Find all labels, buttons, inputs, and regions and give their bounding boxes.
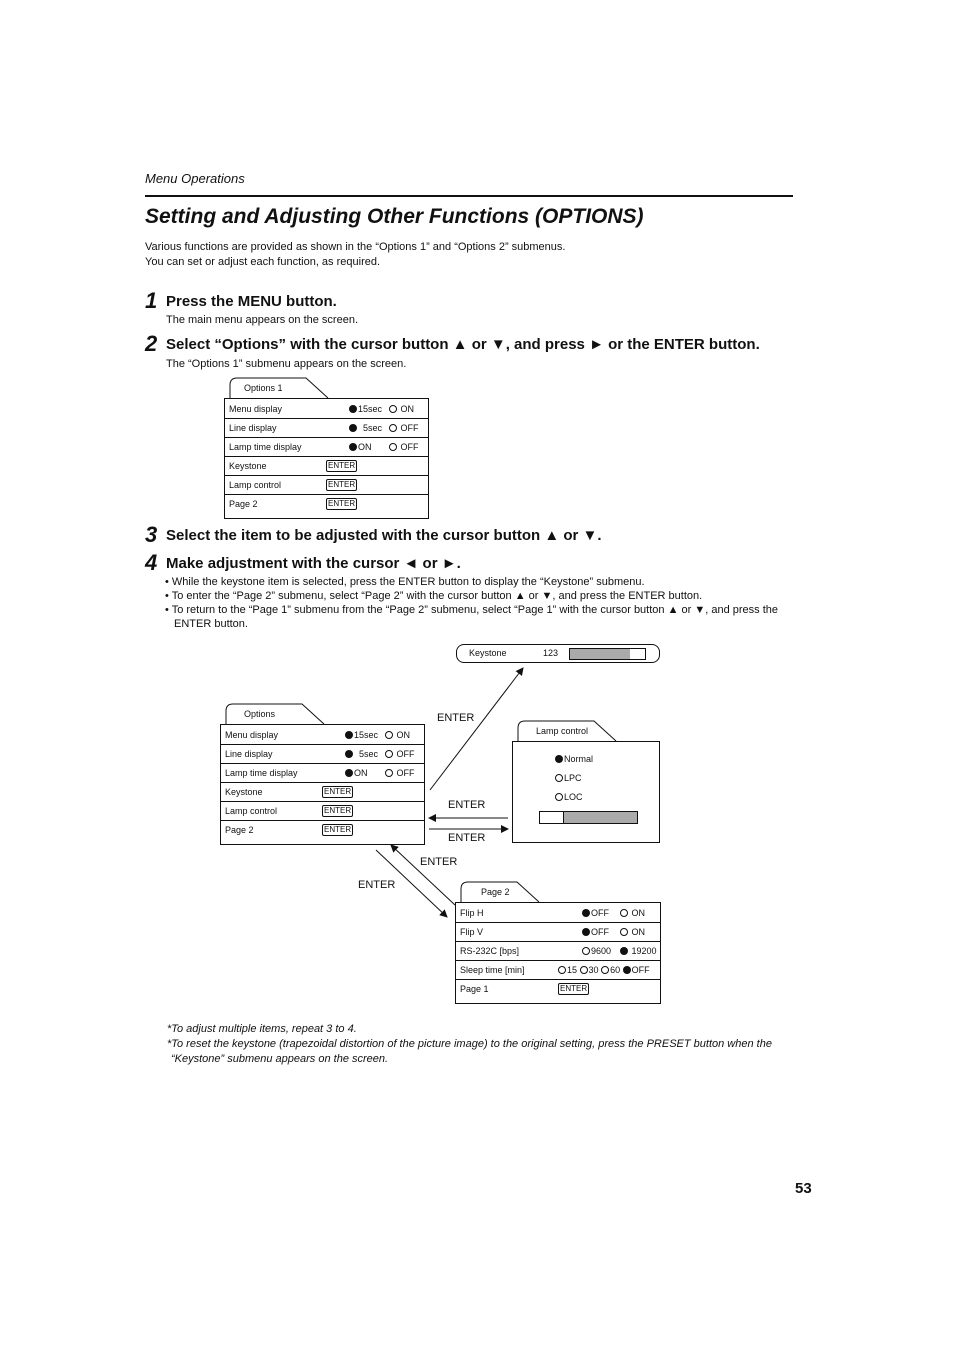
enter-key-icon: ENTER (324, 825, 352, 834)
option-label: LPC (564, 773, 582, 783)
radio-selected-icon (345, 769, 353, 777)
step-1-text: Press the MENU button. (166, 293, 337, 310)
row-value-1: 5sec (359, 749, 379, 759)
sleep-60: 60 (610, 965, 621, 975)
options-row-lamp-control[interactable] (221, 801, 424, 821)
row-value-2: OFF (400, 442, 419, 452)
bullet-item: • While the keystone item is selected, press the ENTER button to display the “Keystone” submenu. (165, 576, 645, 588)
page-title: Setting and Adjusting Other Functions (OPTIONS) (145, 205, 644, 228)
page2-row-flip-h[interactable] (456, 903, 660, 923)
row-value-2: ON (631, 908, 646, 918)
row-label: Keystone (229, 461, 267, 471)
bullet-item: • To enter the “Page 2” submenu, select “Page 2” with the cursor button ▲ or ▼, and press the ENTER button. (165, 590, 703, 602)
row-label: Page 2 (229, 499, 258, 509)
lamp-option-loc[interactable] (555, 792, 583, 802)
row-value-1: 15sec (354, 730, 379, 740)
radio-selected-icon (345, 731, 353, 739)
options-row-lamp-time[interactable] (221, 763, 424, 783)
enter-label-page1: ENTER (420, 856, 458, 868)
step-2-sub: The “Options 1” submenu appears on the screen. (166, 358, 407, 370)
step-3-text: Select the item to be adjusted with the cursor button ▲ or ▼. (166, 527, 602, 544)
option-label: Normal (564, 754, 594, 764)
radio-unselected-icon (601, 966, 609, 974)
enter-key-icon: ENTER (560, 984, 588, 993)
radio-unselected-icon (555, 793, 563, 801)
row-label: Keystone (225, 787, 263, 797)
page2-submenu (455, 881, 661, 1004)
row-value-2: ON (631, 927, 646, 937)
row-value-2: 19200 (631, 946, 657, 956)
radio-unselected-icon (582, 947, 590, 955)
sleep-off: OFF (631, 965, 650, 975)
radio-selected-icon (345, 750, 353, 758)
row-label: RS-232C [bps] (460, 946, 520, 956)
options1-tab-label: Options 1 (244, 383, 283, 393)
page2-tab-label: Page 2 (481, 887, 510, 897)
row-label: Sleep time [min] (460, 965, 525, 975)
row-label: Lamp control (229, 480, 282, 490)
row-value-2: ON (396, 730, 411, 740)
keystone-value: 123 (543, 648, 559, 658)
lamp-tab-label: Lamp control (536, 726, 589, 736)
page2-row-rs232c[interactable] (456, 941, 660, 961)
keystone-slider[interactable] (569, 648, 646, 660)
step-1-sub: The main menu appears on the screen. (166, 314, 359, 326)
enter-key-icon: ENTER (324, 806, 352, 815)
row-value-1: 15sec (358, 404, 383, 414)
footnotes (167, 1022, 797, 1067)
row-label: Page 1 (460, 984, 489, 994)
page2-row-page1[interactable] (456, 979, 660, 998)
page2-row-sleep-time[interactable] (456, 960, 660, 980)
radio-unselected-icon (555, 774, 563, 782)
row-value-2: OFF (396, 749, 415, 759)
enter-label-lamp: ENTER (448, 832, 486, 844)
bullet-item: • To return to the “Page 1” submenu from the “Page 2” submenu, select “Page 1” with the cursor button ▲ or ▼, and press the ENTER button. (165, 604, 779, 630)
radio-unselected-icon (620, 909, 628, 917)
enter-key-icon: ENTER (328, 499, 356, 508)
lamp-bar-segment (540, 812, 564, 823)
row-value-2: OFF (400, 423, 419, 433)
radio-unselected-icon (385, 731, 393, 739)
sleep-30: 30 (588, 965, 599, 975)
radio-unselected-icon (620, 928, 628, 936)
row-label: Lamp control (225, 806, 278, 816)
row-label: Flip V (460, 927, 484, 937)
options-row-page2[interactable] (221, 820, 424, 839)
enter-label-lamp-back: ENTER (448, 799, 486, 811)
enter-key-icon: ENTER (328, 461, 356, 470)
row-value-1: ON (354, 768, 368, 778)
page2-table (455, 902, 661, 1004)
row-label: Menu display (225, 730, 279, 740)
intro-line-1: Various functions are provided as shown in the “Options 1” and “Options 2” submenus. (145, 241, 566, 253)
step-2-number: 2 (145, 331, 158, 356)
step-4-number: 4 (145, 550, 158, 575)
row-label: Line display (229, 423, 277, 433)
step-1-number: 1 (145, 288, 158, 313)
keystone-label: Keystone (469, 648, 507, 658)
enter-key-icon: ENTER (328, 480, 356, 489)
enter-label-keystone: ENTER (437, 712, 475, 724)
page2-row-flip-v[interactable] (456, 922, 660, 942)
keystone-submenu (456, 644, 660, 663)
radio-unselected-icon (580, 966, 588, 974)
row-value-1: OFF (591, 927, 609, 937)
radio-selected-icon (620, 947, 628, 955)
row-value-1: ON (358, 442, 372, 452)
options-tab-label: Options (244, 709, 276, 719)
row-label: Page 2 (225, 825, 254, 835)
row-value-2: OFF (396, 768, 415, 778)
options-table (220, 724, 425, 845)
section-header: Menu Operations (145, 171, 245, 186)
keystone-slider-fill (570, 649, 630, 659)
row-label: Menu display (229, 404, 283, 414)
row-label: Line display (225, 749, 273, 759)
row-value-2: ON (400, 404, 415, 414)
radio-selected-icon (582, 928, 590, 936)
step-3-number: 3 (145, 522, 158, 547)
row-label: Lamp time display (229, 442, 302, 452)
options-menu (220, 703, 425, 845)
lamp-option-normal[interactable] (555, 754, 593, 764)
lamp-control-submenu (512, 720, 660, 844)
page-number: 53 (795, 1180, 812, 1197)
row-label: Flip H (460, 908, 484, 918)
footnote-1: *To adjust multiple items, repeat 3 to 4. (167, 1023, 357, 1035)
row-value-1: OFF (591, 908, 609, 918)
step-4-text: Make adjustment with the cursor ◄ or ►. (166, 555, 461, 572)
row-value-1: 9600 (591, 946, 612, 956)
options-row-keystone[interactable] (221, 782, 424, 802)
radio-unselected-icon (558, 966, 566, 974)
enter-label-page2: ENTER (358, 879, 396, 891)
sleep-15: 15 (567, 965, 578, 975)
radio-selected-icon (582, 909, 590, 917)
options-row-line-display[interactable] (221, 744, 424, 764)
radio-selected-icon (555, 755, 563, 763)
lamp-panel (512, 741, 660, 843)
radio-selected-icon (623, 966, 631, 974)
option-label: LOC (564, 792, 583, 802)
lamp-bar[interactable] (539, 811, 638, 824)
enter-key-icon: ENTER (324, 787, 352, 796)
footnote-2: *To reset the keystone (trapezoidal distortion of the picture image) to the original setting, press the PRESET button when the “Keystone” submenu appears on the screen. (167, 1038, 772, 1065)
row-value-1: 5sec (363, 423, 383, 433)
radio-unselected-icon (385, 769, 393, 777)
radio-unselected-icon (385, 750, 393, 758)
lamp-option-lpc[interactable] (555, 773, 582, 783)
intro-line-2: You can set or adjust each function, as required. (145, 256, 381, 268)
step-2-text: Select “Options” with the cursor button ▲ or ▼, and press ► or the ENTER button. (166, 336, 760, 353)
row-label: Lamp time display (225, 768, 298, 778)
options-row-menu-display[interactable] (221, 725, 424, 745)
